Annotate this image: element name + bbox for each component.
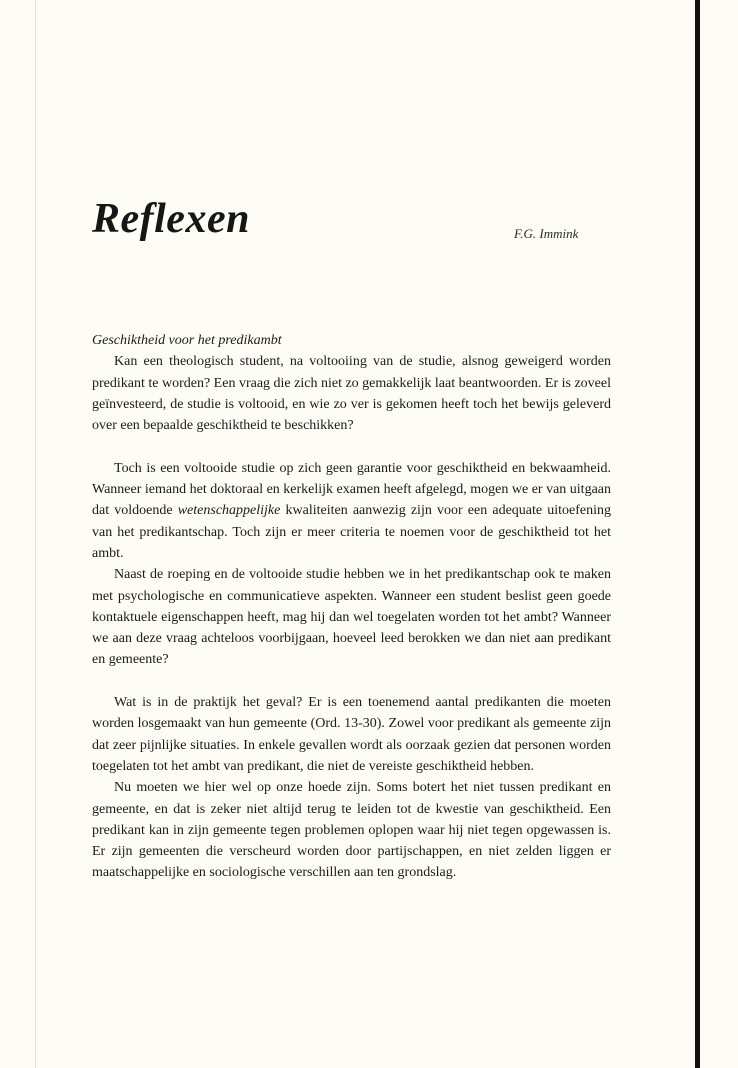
section-subheading: Geschiktheid voor het predikambt [92,333,282,348]
page-left-edge [35,0,36,1068]
page-right-border [695,0,700,1068]
paragraph-2 [92,458,611,564]
paragraph-2-text-b: kwaliteiten aanwezig zijn voor een adequate uitoefening van het predikantschap. Toch zijn er meer criteria te noemen voor de geschiktheid tot het ambt. [92,503,611,561]
paragraph-4: Wat is in de praktijk het geval? Er is een toenemend aantal predikanten die moeten worden losgemaakt van hun gemeente (Ord. 13-30). Zowel voor predikant als gemeente zijn dat zeer pijnlijke situaties. In enkele gevallen wordt als oorzaak gezien dat personen worden toegelaten tot het ambt van predikant, die niet de vereiste geschiktheid hebben. [92,695,611,774]
paragraph-2-text-a: Toch is een voltooide studie op zich geen garantie voor geschiktheid en bekwaamheid. Wanneer iemand het doktoraal en kerkelijk examen heeft afgelegd, mogen we er van uitgaan dat voldoende [92,460,611,519]
paragraph-1: Kan een theologisch student, na voltooiing van de studie, alsnog geweigerd worden predikant te worden? Een vraag die zich niet zo gemakkelijk laat beantwoorden. Er is zoveel geïnvesteerd, de studie is voltooid, en wie zo ver is gekomen heeft toch het bewijs geleverd over een bepaalde geschiktheid te beschikken? [92,354,611,434]
article-body [92,330,611,884]
article-author: F.G. Immink [514,226,579,241]
paragraph-2-emphasis: wetenschappelijke [177,503,281,519]
paragraph-3: Naast de roeping en de voltooide studie hebben we in het predikantschap ook te maken met psychologische en communicatieve aspekten. Wanneer een student beslist geen goede kontaktuele eigenschappen heeft, mag hij dan wel toegelaten worden tot het ambt? Wanneer we aan deze vraag achteloos voorbijgaan, hoeveel leed berokken we dan niet aan predikant en gemeente? [92,567,611,668]
paragraph-5: Nu moeten we hier wel op onze hoede zijn. Soms botert het niet tussen predikant en gemeente, en dat is zeker niet altijd terug te leiden tot de kwestie van geschiktheid. Een predikant kan in zijn gemeente tegen problemen oplopen waar hij niet tegen opgewassen is. Er zijn gemeenten die verscheurd worden door partijschappen, en niet zelden liggen er maatschappelijke en sociologische verschillen aan ten grondslag. [92,780,611,881]
article-title: Reflexen [92,196,250,242]
